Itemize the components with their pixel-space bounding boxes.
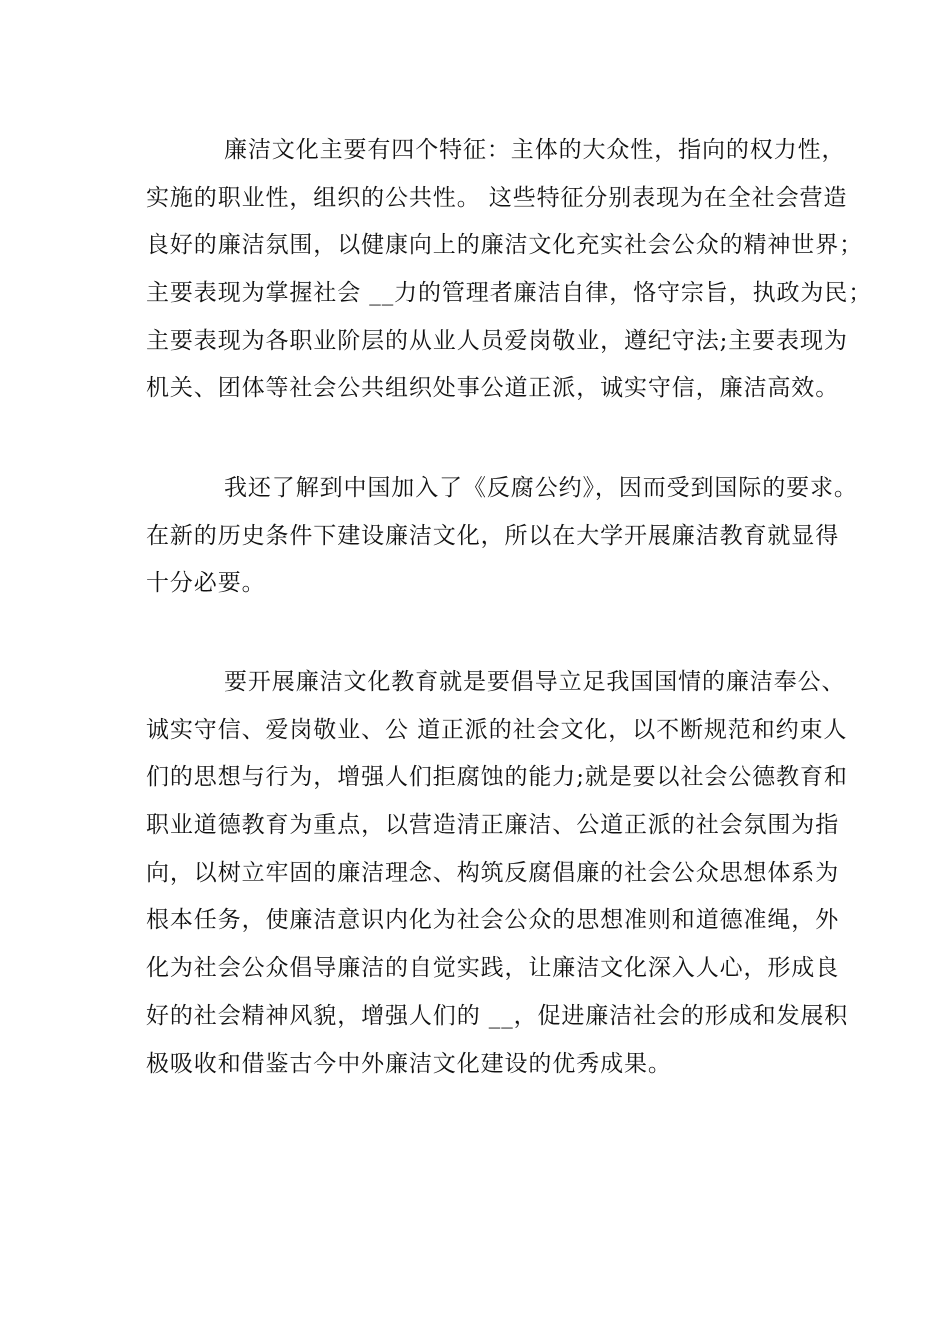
paragraph-line: 要开展廉洁文化教育就是要倡导立足我国国情的廉洁奉公、: [224, 669, 846, 695]
paragraph-line: 好的社会精神风貌，增强人们的 __，促进廉洁社会的形成和发展积: [146, 1002, 849, 1029]
paragraph-line: 们的思想与行为，增强人们拒腐蚀的能力;就是要以社会公德教育和: [146, 764, 848, 791]
paragraph-line: 化为社会公众倡导廉洁的自觉实践，让廉洁文化深入人心，形成良: [146, 955, 840, 982]
paragraph-line: 实施的职业性，组织的公共性。 这些特征分别表现为在全社会营造: [146, 184, 848, 211]
paragraph-line: 极吸收和借鉴古今中外廉洁文化建设的优秀成果。: [146, 1050, 672, 1077]
paragraph-line: 主要表现为各职业阶层的从业人员爱岗敬业，遵纪守法;主要表现为: [146, 327, 848, 354]
paragraph-line: 向，以树立牢固的廉洁理念、构筑反腐倡廉的社会公众思想体系为: [146, 859, 840, 886]
paragraph-line: 廉洁文化主要有四个特征：主体的大众性，指向的权力性，: [224, 137, 846, 163]
paragraph-line: 十分必要。: [146, 570, 266, 597]
paragraph-line: 我还了解到中国加入了《反腐公约》，因而受到国际的要求。: [224, 475, 858, 501]
paragraph-line: 主要表现为掌握社会 __力的管理者廉洁自律，恪守宗旨，执政为民；: [146, 280, 873, 307]
paragraph-line: 机关、团体等社会公共组织处事公道正派，诚实守信，廉洁高效。: [146, 375, 840, 402]
paragraph-line: 良好的廉洁氛围，以健康向上的廉洁文化充实社会公众的精神世界；: [146, 232, 863, 259]
paragraph-line: 根本任务，使廉洁意识内化为社会公众的思想准则和道德准绳，外: [146, 907, 840, 934]
paragraph-2: [146, 465, 858, 608]
paragraph-1: [146, 127, 873, 413]
paragraph-line: 职业道德教育为重点，以营造清正廉洁、公道正派的社会氛围为指: [146, 812, 840, 839]
paragraph-line: 诚实守信、爱岗敬业、公 道正派的社会文化，以不断规范和约束人: [146, 716, 848, 743]
paragraph-line: 在新的历史条件下建设廉洁文化，所以在大学开展廉洁教育就显得: [146, 522, 840, 549]
paragraph-3: [146, 659, 849, 1088]
